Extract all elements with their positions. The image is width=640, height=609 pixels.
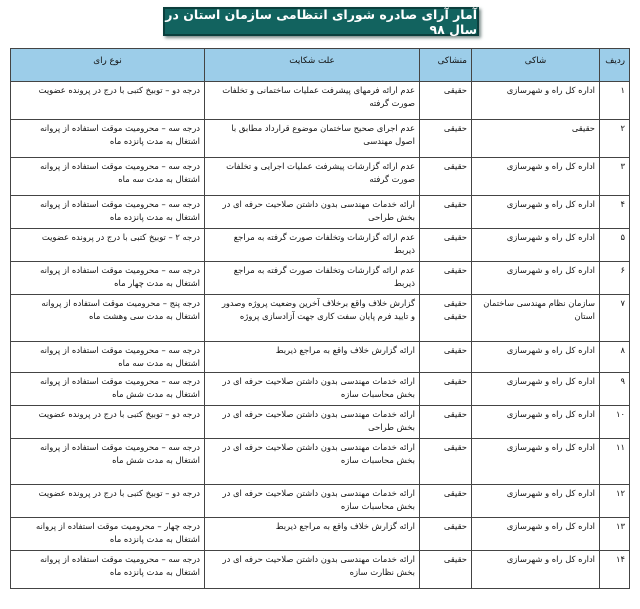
- row-number-cell: ۱۰: [600, 406, 630, 439]
- complainant-cell-line: اداره کل راه و شهرسازی: [506, 521, 595, 532]
- complainant-cell: [472, 295, 600, 342]
- table-row: [11, 342, 630, 373]
- cause-cell: [205, 485, 420, 518]
- cause-cell-line: ارائه گزارش خلاف واقع به مراجع ذیربط: [275, 345, 415, 355]
- origin-cell: [420, 373, 472, 406]
- cause-cell: [205, 295, 420, 342]
- cause-cell-line: اصول مهندسی: [363, 136, 415, 147]
- cause-cell-line: عدم ارائه گزارشات وتخلفات صورت گرفته به مراجع: [233, 265, 415, 275]
- table-row: [11, 406, 630, 439]
- header-cause: علت شکایت: [205, 49, 420, 82]
- row-number-cell: ۱۲: [600, 485, 630, 518]
- origin-cell-line: حقیقی: [443, 409, 467, 420]
- cause-cell-line: ارائه خدمات مهندسی بدون داشتن صلاحیت حرفه ای در: [222, 442, 415, 453]
- cause-cell: [205, 196, 420, 229]
- verdict-type-cell: [11, 295, 205, 342]
- complainant-cell: [472, 518, 600, 551]
- verdict-type-cell-line: درجه سه – محرومیت موقت استفاده از پروانه: [40, 199, 200, 209]
- verdict-type-cell: [11, 485, 205, 518]
- origin-cell-line: حقیقی: [443, 311, 467, 322]
- table-row: [11, 295, 630, 342]
- cause-cell-line: ارائه خدمات مهندسی بدون داشتن صلاحیت حرفه ای در: [222, 409, 415, 420]
- origin-cell: [420, 518, 472, 551]
- page-title-text: آمار آرای صادره شورای انتظامی سازمان استان در سال ۹۸: [165, 6, 477, 37]
- cause-cell-line: عدم ارائه گزارشات پیشرفت عملیات اجرایی و تخلفات: [226, 161, 415, 171]
- cause-cell: [205, 342, 420, 373]
- cause-cell-line: صورت گرفته: [369, 174, 415, 185]
- verdict-type-cell-line: اشتغال به مدت شش ماه: [112, 389, 200, 400]
- complainant-cell-line: اداره کل راه و شهرسازی: [506, 442, 595, 453]
- row-number-cell: ۶: [600, 262, 630, 295]
- complainant-cell: [472, 439, 600, 485]
- origin-cell: [420, 485, 472, 518]
- origin-cell: [420, 262, 472, 295]
- verdict-type-cell-line: درجه سه – محرومیت موقت استفاده از پروانه: [40, 123, 200, 133]
- table-row: [11, 229, 630, 262]
- cause-cell: [205, 373, 420, 406]
- complainant-cell-line: اداره کل راه و شهرسازی: [506, 232, 595, 242]
- origin-cell-line: حقیقی: [443, 442, 467, 453]
- cause-cell: [205, 82, 420, 120]
- row-number-cell: ۴: [600, 196, 630, 229]
- header-complainant: شاکی: [472, 49, 600, 82]
- origin-cell-line: حقیقی: [443, 85, 467, 95]
- origin-cell-line: حقیقی: [443, 265, 467, 275]
- verdict-type-cell-line: درجه دو – توبیخ کتبی با درج در پرونده عضویت: [38, 488, 200, 499]
- complainant-cell-line: اداره کل راه و شهرسازی: [506, 409, 595, 420]
- origin-cell: [420, 295, 472, 342]
- verdict-type-cell-line: درجه سه – محرومیت موقت استفاده از پروانه: [40, 554, 200, 565]
- page-title: [163, 7, 479, 36]
- verdict-type-cell: [11, 120, 205, 158]
- complainant-cell: [472, 229, 600, 262]
- cause-cell-line: ارائه خدمات مهندسی بدون داشتن صلاحیت حرفه ای در: [222, 199, 415, 209]
- verdict-type-cell-line: اشتغال به مدت سه ماه: [118, 174, 200, 185]
- complainant-cell-line: اداره کل راه و شهرسازی: [506, 161, 595, 171]
- cause-cell: [205, 518, 420, 551]
- row-number-cell: ۸: [600, 342, 630, 373]
- verdict-type-cell-line: اشتغال به مدت پانزده ماه: [109, 212, 200, 223]
- origin-cell: [420, 82, 472, 120]
- verdict-type-cell-line: درجه چهار – محرومیت موقت استفاده از پروانه: [35, 521, 200, 532]
- origin-cell-line: حقیقی: [443, 161, 467, 171]
- verdict-type-cell: [11, 439, 205, 485]
- verdict-type-cell-line: اشتغال به مدت شش ماه: [112, 455, 200, 466]
- verdict-type-cell-line: اشتغال به مدت سی وهشت ماه: [88, 311, 200, 322]
- table-row: [11, 120, 630, 158]
- origin-cell: [420, 551, 472, 589]
- table-row: [11, 158, 630, 196]
- row-number-cell: ۵: [600, 229, 630, 262]
- header-verdict-type: نوع رای: [11, 49, 205, 82]
- table-row: [11, 373, 630, 406]
- verdict-type-cell-line: اشتغال به مدت پانزده ماه: [109, 534, 200, 545]
- complainant-cell: [472, 551, 600, 589]
- origin-cell: [420, 342, 472, 373]
- origin-cell-line: حقیقی: [443, 376, 467, 387]
- table-row: [11, 551, 630, 589]
- cause-cell-line: بخش محاسبات سازه: [340, 501, 415, 512]
- origin-cell-line: حقیقی: [443, 521, 467, 532]
- header-origin: منشاکی: [420, 49, 472, 82]
- verdict-type-cell: [11, 342, 205, 373]
- cause-cell: [205, 262, 420, 295]
- complainant-cell-line: اداره کل راه و شهرسازی: [506, 199, 595, 209]
- complainant-cell-line: اداره کل راه و شهرسازی: [506, 488, 595, 499]
- complainant-cell: [472, 342, 600, 373]
- complainant-cell-line: استان: [574, 311, 595, 322]
- origin-cell: [420, 229, 472, 262]
- row-number-cell: ۱۱: [600, 439, 630, 485]
- cause-cell-line: و تایید فرم پایان سفت کاری جهت آزادسازی پروژه: [239, 311, 415, 322]
- table-row: [11, 196, 630, 229]
- cause-cell-line: بخش طراحی: [368, 422, 415, 433]
- complainant-cell: [472, 196, 600, 229]
- origin-cell: [420, 439, 472, 485]
- complainant-cell: [472, 262, 600, 295]
- cause-cell-line: بخش طراحی: [368, 212, 415, 223]
- origin-cell-line: حقیقی: [443, 199, 467, 209]
- complainant-cell-line: اداره کل راه و شهرسازی: [506, 345, 595, 355]
- cause-cell-line: ذیربط: [394, 245, 415, 256]
- complainant-cell-line: اداره کل راه و شهرسازی: [506, 265, 595, 275]
- verdict-type-cell-line: درجه سه – محرومیت موقت استفاده از پروانه: [40, 161, 200, 171]
- cause-cell-line: عدم اجرای صحیح ساختمان موضوع قرارداد مطابق با: [231, 123, 415, 133]
- cause-cell-line: گزارش خلاف واقع برخلاف آخرین وضعیت پروژه وصدور: [221, 298, 415, 308]
- verdict-type-cell-line: اشتغال به مدت سه ماه: [118, 358, 200, 369]
- verdict-type-cell: [11, 262, 205, 295]
- complainant-cell: [472, 373, 600, 406]
- table-row: [11, 262, 630, 295]
- row-number-cell: ۲: [600, 120, 630, 158]
- verdict-type-cell: [11, 406, 205, 439]
- verdict-type-cell-line: اشتغال به مدت پانزده ماه: [109, 567, 200, 578]
- verdict-type-cell: [11, 373, 205, 406]
- verdict-type-cell-line: درجه سه – محرومیت موقت استفاده از پروانه: [40, 376, 200, 387]
- cause-cell-line: بخش نظارت سازه: [349, 567, 415, 578]
- row-number-cell: ۷: [600, 295, 630, 342]
- origin-cell-line: حقیقی: [443, 345, 467, 355]
- complainant-cell: [472, 406, 600, 439]
- header-row-number: ردیف: [600, 49, 630, 82]
- origin-cell-line: حقیقی: [443, 488, 467, 499]
- origin-cell: [420, 120, 472, 158]
- verdict-type-cell: [11, 158, 205, 196]
- cause-cell: [205, 551, 420, 589]
- header-row: [11, 49, 630, 82]
- origin-cell: [420, 158, 472, 196]
- origin-cell-line: حقیقی: [443, 298, 467, 308]
- table-row: [11, 82, 630, 120]
- row-number-cell: ۳: [600, 158, 630, 196]
- table-body: [11, 82, 630, 589]
- origin-cell-line: حقیقی: [443, 123, 467, 133]
- origin-cell-line: حقیقی: [443, 232, 467, 242]
- complainant-cell: [472, 158, 600, 196]
- origin-cell: [420, 196, 472, 229]
- verdict-type-cell: [11, 551, 205, 589]
- verdict-type-cell: [11, 196, 205, 229]
- complainant-cell-line: سازمان نظام مهندسی ساختمان: [483, 298, 595, 308]
- table-row: [11, 439, 630, 485]
- cause-cell-line: بخش محاسبات سازه: [340, 389, 415, 400]
- verdict-type-cell-line: درجه دو – توبیخ کتبی با درج در پرونده عضویت: [38, 409, 200, 420]
- cause-cell-line: ارائه خدمات مهندسی بدون داشتن صلاحیت حرفه ای در: [222, 376, 415, 387]
- origin-cell-line: حقیقی: [443, 554, 467, 565]
- table-row: [11, 518, 630, 551]
- decisions-table: [10, 48, 630, 589]
- complainant-cell-line: اداره کل راه و شهرسازی: [506, 376, 595, 387]
- cause-cell-line: صورت گرفته: [369, 98, 415, 109]
- complainant-cell-line: اداره کل راه و شهرسازی: [506, 85, 595, 95]
- verdict-type-cell-line: درجه ۲ – توبیخ کتبی با درج در پرونده عضویت: [41, 232, 200, 242]
- verdict-type-cell-line: درجه پنج – محرومیت موقت استفاده از پروانه: [41, 298, 200, 308]
- cause-cell-line: عدم ارائه فرمهای پیشرفت عملیات ساختمانی و تخلفات: [222, 85, 415, 95]
- cause-cell: [205, 406, 420, 439]
- verdict-type-cell-line: اشتغال به مدت پانزده ماه: [109, 136, 200, 147]
- cause-cell: [205, 158, 420, 196]
- verdict-type-cell-line: اشتغال به مدت چهار ماه: [114, 278, 200, 289]
- cause-cell-line: ارائه خدمات مهندسی بدون داشتن صلاحیت حرفه ای در: [222, 554, 415, 565]
- complainant-cell: [472, 82, 600, 120]
- verdict-type-cell-line: درجه سه – محرومیت موقت استفاده از پروانه: [40, 345, 200, 355]
- verdict-type-cell: [11, 518, 205, 551]
- cause-cell: [205, 439, 420, 485]
- verdict-type-cell-line: درجه سه – محرومیت موقت استفاده از پروانه: [40, 265, 200, 275]
- cause-cell-line: عدم ارائه گزارشات وتخلفات صورت گرفته به مراجع: [233, 232, 415, 242]
- verdict-type-cell-line: درجه دو – توبیخ کتبی با درج در پرونده عضویت: [38, 85, 200, 95]
- cause-cell: [205, 229, 420, 262]
- verdict-type-cell: [11, 82, 205, 120]
- complainant-cell-line: اداره کل راه و شهرسازی: [506, 554, 595, 565]
- cause-cell-line: ذیربط: [394, 278, 415, 289]
- cause-cell-line: بخش محاسبات سازه: [340, 455, 415, 466]
- table-row: [11, 485, 630, 518]
- row-number-cell: ۹: [600, 373, 630, 406]
- complainant-cell: [472, 485, 600, 518]
- complainant-cell: [472, 120, 600, 158]
- cause-cell-line: ارائه خدمات مهندسی بدون داشتن صلاحیت حرفه ای در: [222, 488, 415, 499]
- origin-cell: [420, 406, 472, 439]
- row-number-cell: ۱: [600, 82, 630, 120]
- cause-cell-line: ارائه گزارش خلاف واقع به مراجع ذیربط: [275, 521, 415, 532]
- verdict-type-cell: [11, 229, 205, 262]
- row-number-cell: ۱۳: [600, 518, 630, 551]
- verdict-type-cell-line: درجه سه – محرومیت موقت استفاده از پروانه: [40, 442, 200, 453]
- row-number-cell: ۱۴: [600, 551, 630, 589]
- complainant-cell-line: حقیقی: [571, 123, 595, 133]
- cause-cell: [205, 120, 420, 158]
